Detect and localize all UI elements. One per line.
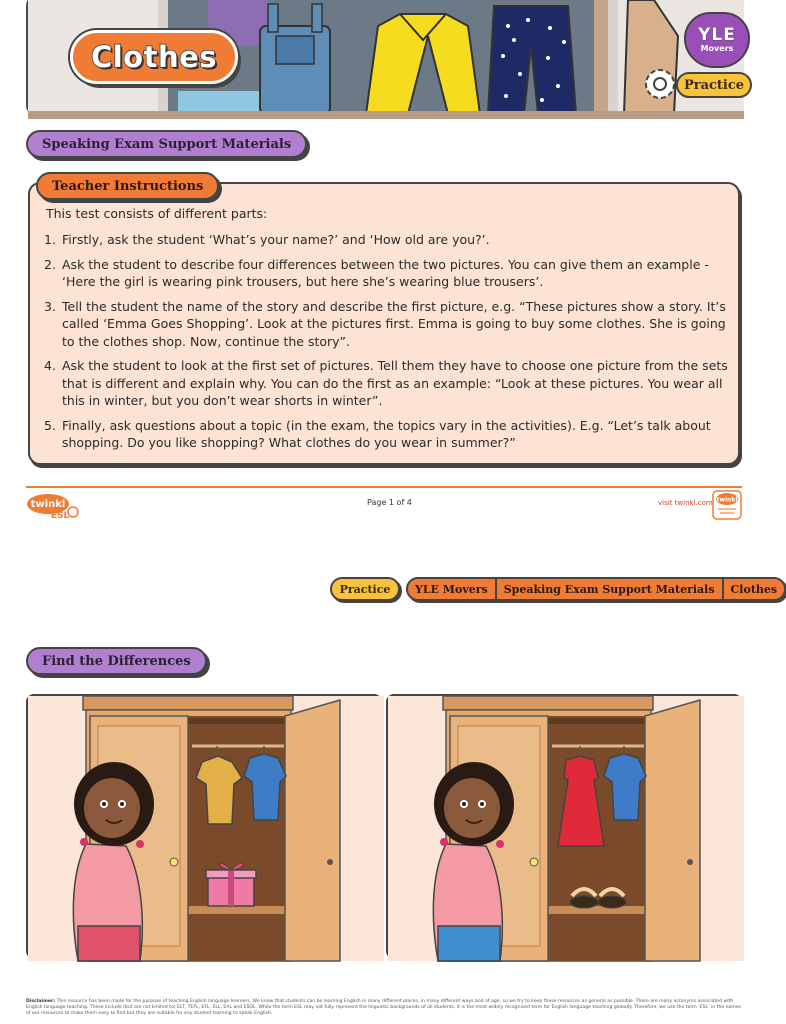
practice-badge: Practice (676, 72, 752, 98)
step-number: 3. (44, 298, 56, 314)
step-number: 4. (44, 358, 56, 373)
twinkl-badge-icon (712, 490, 742, 520)
list-item (44, 256, 732, 291)
footer-divider (26, 486, 742, 488)
folded-cloth-shape (178, 91, 268, 111)
step-text: Firstly, ask the student ‘What’s your name?’ and ‘How old are you?’. (62, 232, 490, 247)
disclaimer-label: Disclaimer: (26, 999, 56, 1004)
section-label: Speaking Exam Support Materials (26, 130, 307, 158)
disclaimer-text: This resource has been made for the purpose of teaching English language learners. We know that students can be learning English in many different places, in many different ways and at age, so we try to keep these resources as general as possible. There are many acronyms associated with English language teaching. These include (but are not limited to) ELT, TEFL, EFL, ELL, EAL and ESOL. While the term ESL may not fully represent the linguistic backgrounds of all students, it is the most widely recognised term for English language teaching globally. Therefore, we use the term ‘ESL’ in the names of our resources to make them easy to find but they are suitable for any student learning to speak English. (26, 999, 742, 1017)
svg-text:twinkl: twinkl (30, 499, 66, 510)
disclaimer (26, 999, 742, 1018)
header-banner (26, 0, 745, 117)
page-number: Page 1 of 4 (367, 498, 412, 507)
yle-movers-badge (684, 12, 750, 68)
list-item (44, 231, 732, 249)
svg-text:ESL: ESL (50, 511, 70, 521)
gear-icon (640, 64, 680, 104)
difference-picture-1 (26, 694, 382, 959)
step-text: Ask the student to describe four differences between the two pictures. You can give them an example - ‘Here the girl is wearing pink trousers, but here she’s wearing blue trousers’. (62, 256, 709, 289)
difference-picture-2 (386, 694, 742, 959)
step-text: Ask the student to look at the first set of pictures. Tell them they have to choose one picture from the sets that is different and explain why. You can do the first as an example: “Look at these pictures. You wear all this in winter, but you don’t wear shorts in winter”. (62, 358, 728, 408)
breadcrumb-topic[interactable]: Clothes (722, 579, 785, 599)
yle-badge-level: Movers (700, 43, 734, 53)
instructions-list (44, 231, 732, 459)
find-differences-heading: Find the Differences (26, 647, 207, 675)
breadcrumb (406, 577, 786, 601)
instructions-intro: This test consists of different parts: (46, 206, 268, 221)
breadcrumb-section[interactable]: Speaking Exam Support Materials (495, 579, 722, 599)
breadcrumb-level[interactable]: YLE Movers (415, 582, 488, 596)
page-title-text: Clothes (90, 40, 218, 74)
teacher-instructions-heading: Teacher Instructions (36, 172, 219, 200)
step-text: Tell the student the name of the story and describe the first picture, e.g. “These pictures show a story. It’s called ‘Emma Goes Shopping’. Look at the pictures first. Emma is going to buy some clothes. She is going to the clothes shop. Now, continue the story”. (62, 298, 726, 349)
list-item (44, 417, 732, 452)
twinkl-esl-logo[interactable] (26, 493, 82, 519)
breadcrumb-practice[interactable]: Practice (330, 577, 400, 601)
visit-twinkl-link[interactable]: visit twinkl.com (658, 499, 713, 507)
step-number: 2. (44, 256, 56, 272)
step-number: 5. (44, 417, 56, 433)
svg-text:twinkl: twinkl (716, 496, 738, 504)
step-number: 1. (44, 232, 56, 247)
step-text: Finally, ask questions about a topic (in the exam, the topics vary in the activities). E.g. “Let’s talk about shopping. Do you like shopping? What clothes do you wear in summer?” (62, 417, 711, 450)
list-item (44, 357, 732, 410)
list-item (44, 298, 732, 351)
page-title (70, 30, 238, 84)
yle-badge-title: YLE (698, 24, 736, 45)
